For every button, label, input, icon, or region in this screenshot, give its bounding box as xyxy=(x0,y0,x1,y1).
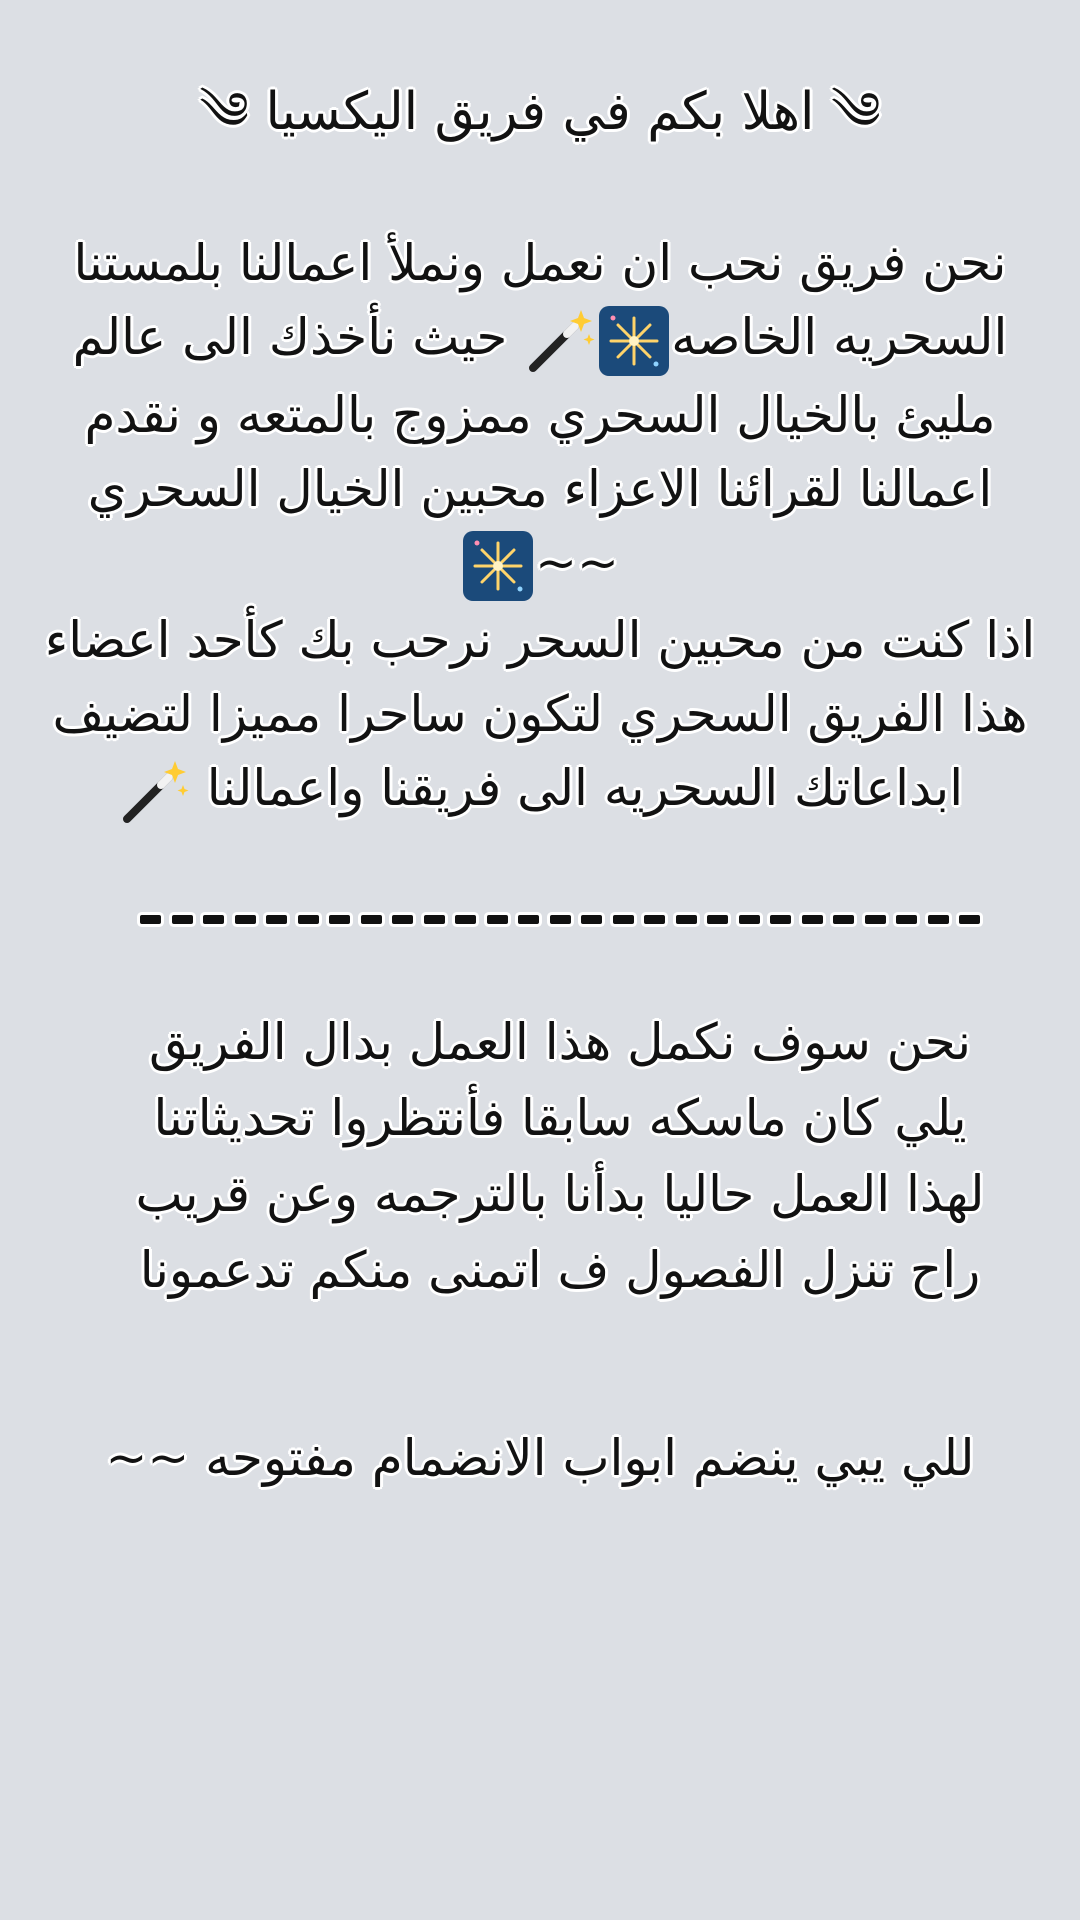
divider-dash xyxy=(424,915,445,924)
magic-wand-icon xyxy=(117,755,191,829)
divider-dash xyxy=(613,915,634,924)
divider-dash xyxy=(235,915,256,924)
intro-line-8-text: ابداعاتك السحريه الى فريقنا واعمالنا xyxy=(206,759,964,817)
divider-dash xyxy=(140,915,161,924)
divider-dash xyxy=(361,915,382,924)
dashed-divider xyxy=(140,896,980,942)
join-text: للي يبي ينضم ابواب الانضمام مفتوحه ~~ xyxy=(105,1429,975,1487)
title-text: ༄ اهلا بكم في فريق اليكسيا ༄ xyxy=(199,82,881,142)
divider-dash xyxy=(802,915,823,924)
intro-line-2 xyxy=(40,300,1040,378)
divider-dash xyxy=(455,915,476,924)
divider-dash xyxy=(329,915,350,924)
intro-line-8 xyxy=(40,751,1040,829)
update-paragraph xyxy=(120,1004,1000,1308)
intro-line-6: اذا كنت من محبين السحر نرحب بك كأحد اعضاء xyxy=(44,611,1036,669)
divider-dash xyxy=(518,915,539,924)
divider-dash xyxy=(865,915,886,924)
divider-dash xyxy=(676,915,697,924)
divider-dash xyxy=(550,915,571,924)
divider-dash xyxy=(707,915,728,924)
divider-dash xyxy=(266,915,287,924)
fireworks-icon xyxy=(597,304,671,378)
divider-dash xyxy=(896,915,917,924)
divider-dash xyxy=(833,915,854,924)
intro-line-2-part-1: السحريه الخاصه xyxy=(671,308,1008,366)
update-line-4: راح تنزل الفصول ف اتمنى منكم تدعمونا xyxy=(139,1241,981,1299)
divider-dash xyxy=(581,915,602,924)
divider-dash xyxy=(928,915,949,924)
divider-dash xyxy=(392,915,413,924)
tilde-text: ~~ xyxy=(535,533,619,592)
divider-dash xyxy=(298,915,319,924)
join-paragraph xyxy=(80,1420,1000,1496)
divider-dash xyxy=(959,915,980,924)
intro-paragraph xyxy=(40,226,1040,829)
divider-dash xyxy=(770,915,791,924)
divider-dash xyxy=(487,915,508,924)
intro-line-3: مليئ بالخيال السحري ممزوج بالمتعه و نقدم xyxy=(84,385,996,444)
divider-dash xyxy=(739,915,760,924)
intro-line-4: اعمالنا لقرائنا الاعزاء محبين الخيال السحري xyxy=(87,459,993,518)
divider-dash xyxy=(172,915,193,924)
update-line-2: يلي كان ماسكه سابقا فأنتظروا تحديثاتنا xyxy=(153,1089,967,1147)
intro-line-2-part-2: حيث نأخذك الى عالم xyxy=(72,308,508,366)
page-title xyxy=(0,72,1080,152)
magic-wand-icon xyxy=(523,304,597,378)
fireworks-icon xyxy=(461,529,535,603)
intro-line-7: هذا الفريق السحري لتكون ساحرا مميزا لتضيف xyxy=(52,685,1028,743)
divider-dash xyxy=(203,915,224,924)
divider-dash xyxy=(644,915,665,924)
intro-line-1: نحن فريق نحب ان نعمل ونملأ اعمالنا بلمستنا xyxy=(73,234,1007,292)
update-line-1: نحن سوف نكمل هذا العمل بدال الفريق xyxy=(149,1013,971,1071)
intro-line-5 xyxy=(40,526,1040,604)
update-line-3: لهذا العمل حاليا بدأنا بالترجمه وعن قريب xyxy=(135,1165,985,1223)
